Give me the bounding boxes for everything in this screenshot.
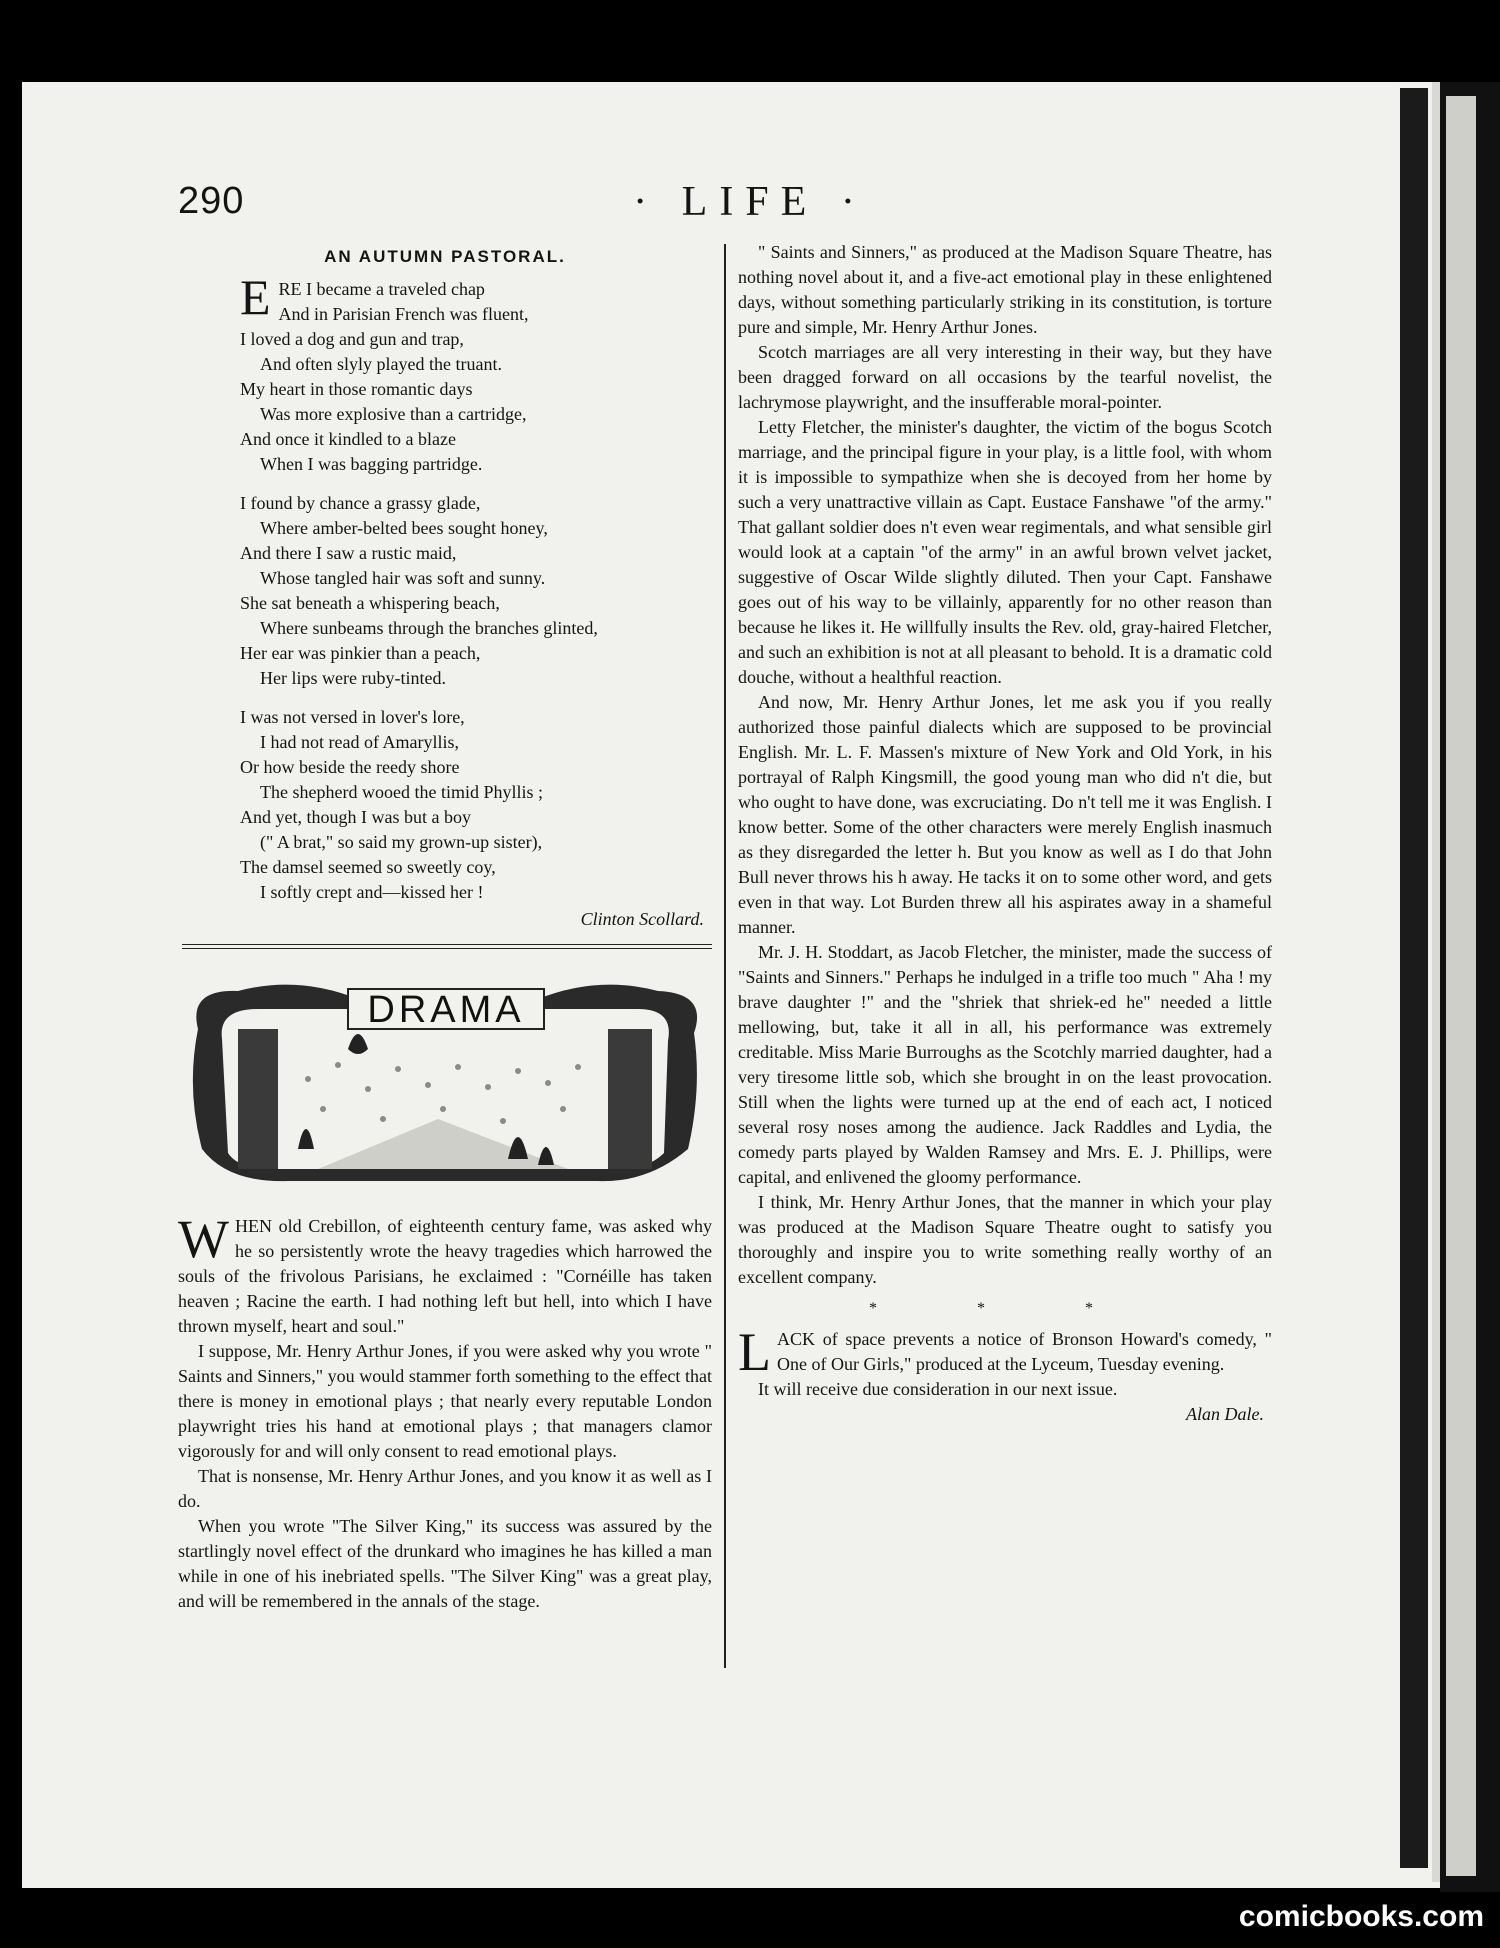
notice-dropcap: L	[738, 1322, 771, 1382]
drama-paragraph: That is nonsense, Mr. Henry Arthur Jones, and you know it as well as I do.	[178, 1466, 712, 1511]
poem-line: The damsel seemed so sweetly coy,	[240, 857, 496, 877]
poem-line: Was more explosive than a cartridge,	[260, 404, 527, 424]
poem-line: Whose tangled hair was soft and sunny.	[260, 568, 546, 588]
drama-author: Alan Dale.	[1186, 1404, 1264, 1424]
poem-line: Her lips were ruby-tinted.	[260, 668, 446, 688]
poem-line: Her ear was pinkier than a peach,	[240, 643, 481, 663]
poem-stanza-1	[240, 269, 712, 477]
poem-line: My heart in those romantic days	[240, 379, 473, 399]
drama-paragraph: " Saints and Sinners," as produced at the Madison Square Theatre, has nothing novel about it, and a five-act emotional play in these enlightened days, without something particularly striking in its constitution, is torture pure and simple, Mr. Henry Arthur Jones.	[738, 242, 1272, 337]
drama-paragraph: WHEN old Crebillon, of eighteenth century fame, was asked why he so persistently wrote the heavy tragedies which harrowed the souls of the frivolous Parisians, he exclaimed : "Cornéille has taken heaven ; Racine the earth. I had nothing left but hell, into which I have thrown myself, heart and soul."	[178, 1209, 712, 1336]
masthead-title: · LIFE ·	[633, 179, 867, 225]
poem-line: Or how beside the reedy shore	[240, 757, 460, 777]
watermark: comicbooks.com	[1238, 1900, 1484, 1933]
poem-line: Where sunbeams through the branches glinted,	[260, 618, 598, 638]
poem-line: And once it kindled to a blaze	[240, 429, 456, 449]
column-divider	[724, 244, 726, 1668]
poem-line: RE I became a traveled chap	[278, 279, 485, 299]
poem-line: The shepherd wooed the timid Phyllis ;	[260, 782, 543, 802]
notice-followup: It will receive due consideration in our next issue.	[758, 1379, 1118, 1399]
right-column	[738, 240, 1272, 1427]
drama-paragraph: I suppose, Mr. Henry Arthur Jones, if you were asked why you wrote " Saints and Sinners," you would stammer forth something to the effect that there is money in emotional plays ; that nearly every reputable London playwright tries his hand at emotional plays ; that managers clamor vigorously for and will only consent to read emotional plays.	[178, 1341, 712, 1461]
drama-paragraph: When you wrote "The Silver King," its success was assured by the startlingly novel effect of the drunkard who imagines he has killed a man while in one of his inebriated spells. "The Silver King" was a great play, and will be remembered in the annals of the stage.	[178, 1516, 712, 1611]
poem-line: And yet, though I was but a boy	[240, 807, 471, 827]
poem-line: (" A brat," so said my grown-up sister),	[260, 832, 543, 852]
poem-line: And in Parisian French was fluent,	[278, 304, 529, 324]
poem-line: I was not versed in lover's lore,	[240, 707, 465, 727]
poem-line: I softly crept and—kissed her !	[260, 882, 484, 902]
drama-banner-illustration	[178, 969, 712, 1197]
drama-banner-title: DRAMA	[367, 989, 525, 1031]
drama-paragraph: I think, Mr. Henry Arthur Jones, that the manner in which your play was produced at the Madison Square Theatre ought to satisfy you thoroughly and inspire you to write something really worthy of an excellent company.	[738, 1192, 1272, 1287]
section-rule	[182, 944, 712, 949]
poem-line: And often slyly played the truant.	[260, 354, 502, 374]
facing-page-edge	[1446, 96, 1476, 1876]
poem-dropcap: E	[240, 269, 271, 325]
poem-stanza-3	[240, 705, 712, 905]
poem-line: I loved a dog and gun and trap,	[240, 329, 464, 349]
poem-line: And there I saw a rustic maid,	[240, 543, 457, 563]
poem-title: AN AUTUMN PASTORAL.	[324, 247, 566, 266]
poem-line: She sat beneath a whispering beach,	[240, 593, 500, 613]
drama-dropcap: W	[178, 1209, 229, 1269]
poem-line: Where amber-belted bees sought honey,	[260, 518, 548, 538]
notice-paragraph: LACK of space prevents a notice of Bronson Howard's comedy, " One of Our Girls," produced at the Lyceum, Tuesday evening.	[738, 1322, 1272, 1382]
drama-paragraph: And now, Mr. Henry Arthur Jones, let me ask you if you really authorized those painful dialects which are supposed to be provincial English. Mr. L. F. Massen's mixture of New York and Old York, in his portrayal of Ralph Kingsmill, the good young man who did n't die, but who ought to have done, was excruciating. Do n't tell me it was English. I know better. Some of the other characters were merely English inasmuch as they disregarded the letter h. But you know as well as I do that John Bull never throws his h away. He tacks it on to some other word, and gets even in that way. Lot Burden threw all his aspirates away in a shameful manner.	[738, 692, 1272, 937]
poem-line: I had not read of Amaryllis,	[260, 732, 459, 752]
poem-line: When I was bagging partridge.	[260, 454, 483, 474]
page-edge	[1432, 82, 1440, 1882]
poem-stanza-2	[240, 491, 712, 691]
poem-line: I found by chance a grassy glade,	[240, 493, 481, 513]
drama-paragraph: Letty Fletcher, the minister's daughter, the victim of the bogus Scotch marriage, and the principal figure in your play, is a little fool, with whom it is impossible to sympathize when she is decoyed from her home by such a very unattractive villain as Capt. Eustace Fanshawe "of the army." That gallant soldier does n't even wear regimentals, and what sensible girl would look at a captain "of the army" in an awful brown velvet jacket, suggestive of Oscar Wilde slightly diluted. Then your Capt. Fanshawe goes out of his way to be villainly, apparently for no other reason than because he likes it. He willfully insults the Rev. old, gray-haired Fletcher, and such an exhibition is not at all pleasant to behold. It is a dramatic cold douche, without a healthful reaction.	[738, 417, 1272, 687]
page-binding-shadow	[1400, 88, 1428, 1868]
section-separator: * * *	[869, 1300, 1141, 1317]
page-number: 290	[178, 180, 245, 222]
drama-paragraph: Scotch marriages are all very interesting in their way, but they have been dragged forward on all occasions by the tearful novelist, the lachrymose playwright, and the insufferable moral-pointer.	[738, 342, 1272, 412]
left-column	[178, 240, 712, 1614]
poem-author: Clinton Scollard.	[580, 909, 704, 929]
drama-paragraph: Mr. J. H. Stoddart, as Jacob Fletcher, the minister, made the success of "Saints and Sinners." Perhaps he indulged in a trifle too much " Aha ! my brave daughter !" and the "shriek that shriek-ed he" needed a little mellowing, but, take it all in all, his performance was extremely creditable. Miss Marie Burroughs as the Scotchly married daughter, had a very tiresome little sob, which she brought in on the least provocation. Still when the lights were turned up at the end of each act, I noticed several rosy noses among the audience. Jack Raddles and Lydia, the comedy parts played by Walden Ramsey and Mrs. E. J. Phillips, were capital, and enlivened the gloomy performance.	[738, 942, 1272, 1187]
